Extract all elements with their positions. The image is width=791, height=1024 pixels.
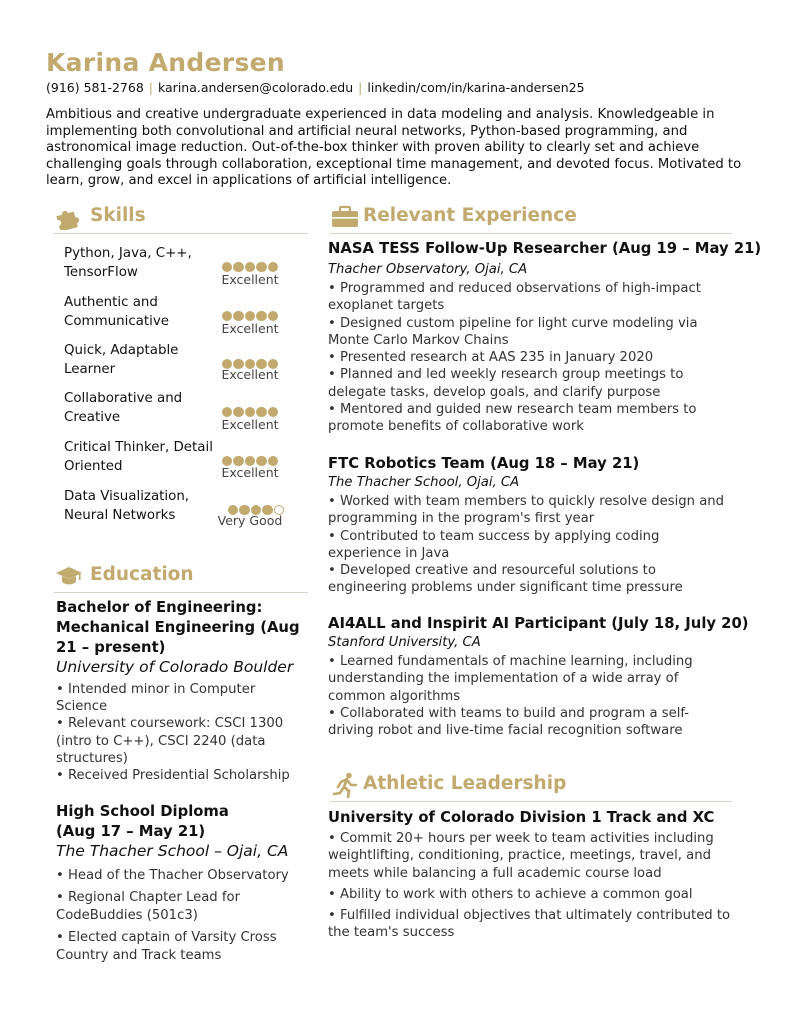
list-item: • Relevant coursework: CSCI 1300 (intro to C++), CSCI 2240 (data structures) — [56, 715, 306, 767]
athletic-bullets — [328, 830, 733, 942]
list-item: • Planned and led weekly research group meetings to delegate tasks, develop goals, and clarify purpose — [328, 366, 733, 401]
skill-name: Quick, Adaptable Learner — [64, 343, 179, 377]
email-link[interactable]: karina.andersen@colorado.edu — [158, 80, 354, 95]
athletic-heading: Athletic Leadership — [363, 773, 567, 794]
list-item: • Ability to work with others to achieve a common goal — [328, 886, 733, 903]
list-item: • Presented research at AAS 235 in January 2020 — [328, 349, 733, 366]
summary-paragraph: Ambitious and creative undergraduate experienced in data modeling and analysis. Knowledgeable in implementing both convolutional and artificial neural networks, Python-based programming, and astronomical image reduction. Out-of-the-box thinker with proven ability to clearly set and achieve challenging goals through collaboration, exceptional time management, and devoted focus. Motivated to learn, grow, and excel in applications of artificial intelligence. — [46, 107, 742, 189]
linkedin-link[interactable]: linkedin/com/in/karina-andersen25 — [367, 80, 585, 95]
rating-dot-filled — [245, 262, 256, 273]
job-title: NASA TESS Follow-Up Researcher (Aug 19 – May 21) — [328, 240, 762, 257]
school-name: University of Colorado Boulder — [56, 658, 294, 676]
skill-level: Excellent — [221, 465, 279, 480]
rating-dot-filled — [268, 311, 279, 322]
skill-row — [64, 390, 304, 434]
list-item: • Contributed to team success by applying coding experience in Java — [328, 528, 733, 563]
contact-line — [46, 80, 585, 95]
job-title: FTC Robotics Team (Aug 18 – May 21) — [328, 455, 640, 472]
rating-dot-filled — [222, 407, 233, 418]
skill-name: Collaborative and Creative — [64, 391, 183, 425]
skill-level: Very Good — [217, 513, 283, 528]
skill-name: Python, Java, C++, TensorFlow — [64, 246, 192, 280]
school-name: The Thacher School – Ojai, CA — [56, 842, 289, 860]
puzzle-icon — [54, 204, 84, 230]
list-item: • Programmed and reduced observations of high-impact exoplanet targets — [328, 280, 733, 315]
athletic-title: University of Colorado Division 1 Track and XC — [328, 809, 715, 826]
rating-dot-filled — [245, 311, 256, 322]
education-heading: Education — [90, 564, 194, 585]
skill-row — [64, 439, 304, 483]
list-item: • Mentored and guided new research team members to promote benefits of collaborative work — [328, 401, 733, 436]
list-item: • Developed creative and resourceful solutions to engineering problems under significant time pressure — [328, 562, 733, 597]
list-item: • Intended minor in Computer Science — [56, 681, 306, 715]
degree-title: High School Diploma (Aug 17 – May 21) — [56, 803, 229, 840]
list-item: • Received Presidential Scholarship — [56, 767, 306, 784]
runner-icon — [330, 772, 360, 798]
skill-level: Excellent — [221, 417, 279, 432]
skill-level: Excellent — [221, 272, 279, 287]
job-bullets — [328, 280, 733, 436]
list-item: • Learned fundamentals of machine learning, including understanding the implementation of a wide array of common algorithms — [328, 653, 733, 705]
rating-dot-filled — [268, 407, 279, 418]
skill-row — [64, 342, 304, 386]
rating-dot-filled — [256, 311, 267, 322]
education-section-header — [54, 562, 308, 593]
list-item: • Collaborated with teams to build and program a self-driving robot and live-time facial recognition software — [328, 705, 733, 740]
rating-dot-filled — [233, 311, 244, 322]
skill-row — [64, 488, 304, 532]
athletic-section-header — [330, 771, 732, 802]
list-item: • Regional Chapter Lead for CodeBuddies (501c3) — [56, 889, 306, 925]
list-item: • Head of the Thacher Observatory — [56, 867, 306, 885]
rating-dot-filled — [222, 311, 233, 322]
list-item: • Commit 20+ hours per week to team activities including weightlifting, conditioning, practice, meetings, travel, and meets while balancing a full academic course load — [328, 830, 733, 882]
skill-level: Excellent — [221, 367, 279, 382]
list-item: • Worked with team members to quickly resolve design and programming in the program's first year — [328, 493, 733, 528]
rating-dot-filled — [233, 407, 244, 418]
rating-dot-filled — [256, 262, 267, 273]
phone: (916) 581-2768 — [46, 80, 144, 95]
job-bullets — [328, 493, 733, 597]
rating-dot-filled — [268, 262, 279, 273]
skill-name: Critical Thinker, Detail Oriented — [64, 440, 213, 474]
rating-dot-filled — [256, 407, 267, 418]
skill-row — [64, 245, 304, 289]
job-organization: Stanford University, CA — [328, 635, 481, 650]
skill-level: Excellent — [221, 321, 279, 336]
skill-name: Data Visualization, Neural Networks — [64, 489, 190, 523]
rating-dot-filled — [222, 262, 233, 273]
degree-title: Bachelor of Engineering: Mechanical Engineering (Aug 21 – present) — [56, 599, 300, 656]
skills-section-header — [54, 203, 308, 234]
education-bullets — [56, 867, 306, 965]
separator: | — [358, 80, 363, 95]
job-organization: Thacher Observatory, Ojai, CA — [328, 262, 528, 277]
briefcase-icon — [330, 204, 360, 230]
experience-section-header — [330, 203, 732, 234]
education-bullets — [56, 681, 306, 784]
job-title: AI4ALL and Inspirit AI Participant (July 18, July 20) — [328, 615, 749, 632]
rating-dot-filled — [245, 407, 256, 418]
job-organization: The Thacher School, Ojai, CA — [328, 475, 520, 490]
job-bullets — [328, 653, 733, 739]
list-item: • Designed custom pipeline for light curve modeling via Monte Carlo Markov Chains — [328, 315, 733, 350]
list-item: • Elected captain of Varsity Cross Country and Track teams — [56, 929, 306, 965]
skill-row — [64, 294, 304, 338]
skill-name: Authentic and Communicative — [64, 295, 170, 329]
resume-name: Karina Andersen — [46, 48, 285, 77]
skills-heading: Skills — [90, 205, 146, 226]
graduation-cap-icon — [54, 563, 84, 589]
rating-dot-filled — [233, 262, 244, 273]
separator: | — [148, 80, 153, 95]
list-item: • Fulfilled individual objectives that ultimately contributed to the team's success — [328, 907, 733, 942]
experience-heading: Relevant Experience — [363, 205, 577, 226]
